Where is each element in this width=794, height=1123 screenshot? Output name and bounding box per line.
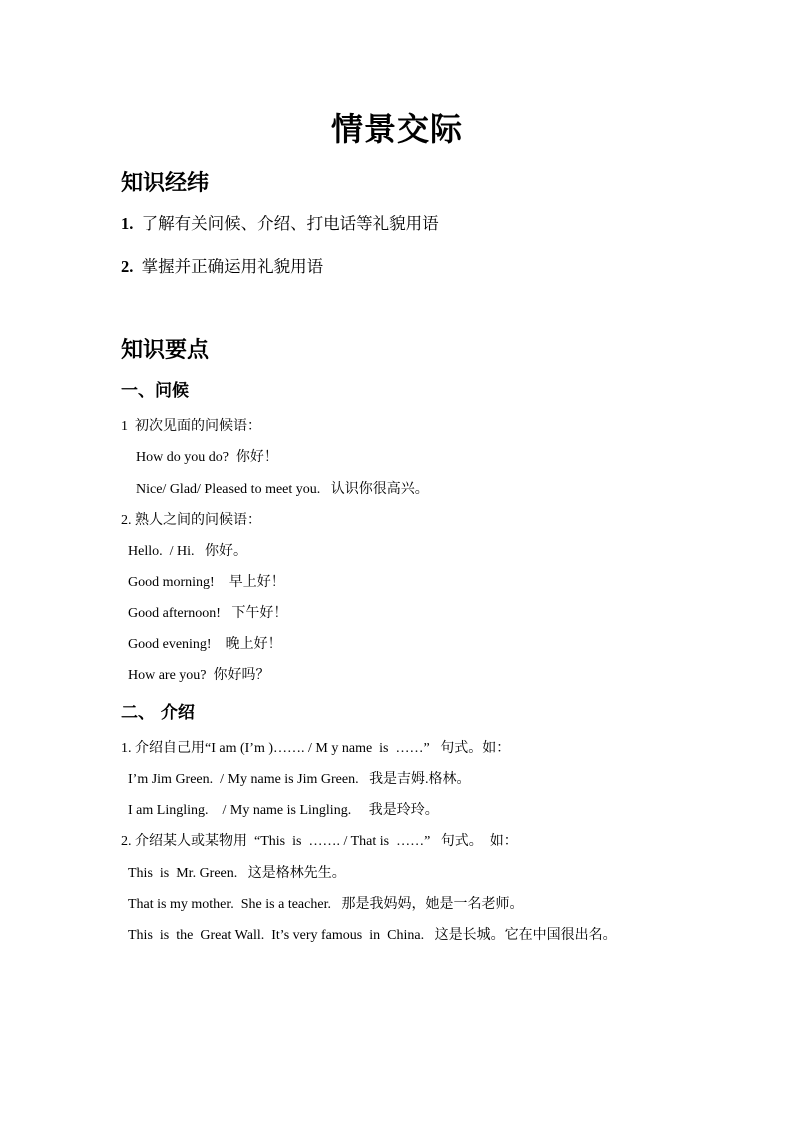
- goal-item-1-number: 1.: [121, 214, 134, 233]
- greeting-sub2-line-5: How are you? 你好吗？: [128, 668, 270, 683]
- goal-item-1-text: 了解有关问候、介绍、打电话等礼貌用语: [141, 214, 439, 233]
- intro-sub1-line-2: I am Lingling. / My name is Lingling. 我是玲玲。: [128, 803, 439, 818]
- greeting-sub2-line-2: Good morning! 早上好！: [128, 575, 285, 590]
- goal-item-2-number: 2.: [121, 257, 134, 276]
- goal-item-2: [121, 253, 323, 277]
- greeting-sub2-line-3: Good afternoon! 下午好！: [128, 606, 288, 621]
- intro-sub1-line-1: I’m Jim Green. / My name is Jim Green. 我是吉姆.格林。: [128, 772, 471, 787]
- greeting-sub1-heading: 1 初次见面的问候语：: [121, 419, 261, 434]
- page-title: 情景交际: [330, 110, 463, 148]
- subsection-heading-greeting: 一、问候: [121, 381, 189, 401]
- section-heading-key-points: 知识要点: [121, 338, 210, 363]
- intro-sub2-line-2: That is my mother. She is a teacher. 那是我妈妈，她是一名老师。: [128, 897, 524, 912]
- goal-item-1: [121, 210, 439, 234]
- intro-sub2-heading: 2. 介绍某人或某物用 “This is ……. / That is ……” 句式。 如：: [121, 834, 518, 849]
- section-heading-knowledge-overview: 知识经纬: [121, 171, 210, 196]
- intro-sub2-line-1: This is Mr. Green. 这是格林先生。: [128, 866, 346, 881]
- goal-item-2-text: 掌握并正确运用礼貌用语: [141, 257, 324, 276]
- greeting-sub2-line-4: Good evening! 晚上好！: [128, 637, 282, 652]
- intro-sub1-heading: 1. 介绍自己用“I am (I’m )……. / M y name is ……” 句式。如：: [121, 741, 511, 756]
- greeting-sub2-line-1: Hello. / Hi. 你好。: [128, 544, 247, 559]
- greeting-sub1-line-2: Nice/ Glad/ Pleased to meet you. 认识你很高兴。: [136, 482, 429, 497]
- greeting-sub2-heading: 2. 熟人之间的问候语：: [121, 513, 261, 528]
- subsection-heading-introduction: 二、 介绍: [121, 703, 195, 723]
- greeting-sub1-line-1: How do you do? 你好！: [136, 450, 278, 465]
- intro-sub2-line-3: This is the Great Wall. It’s very famous in China. 这是长城。它在中国很出名。: [128, 928, 617, 943]
